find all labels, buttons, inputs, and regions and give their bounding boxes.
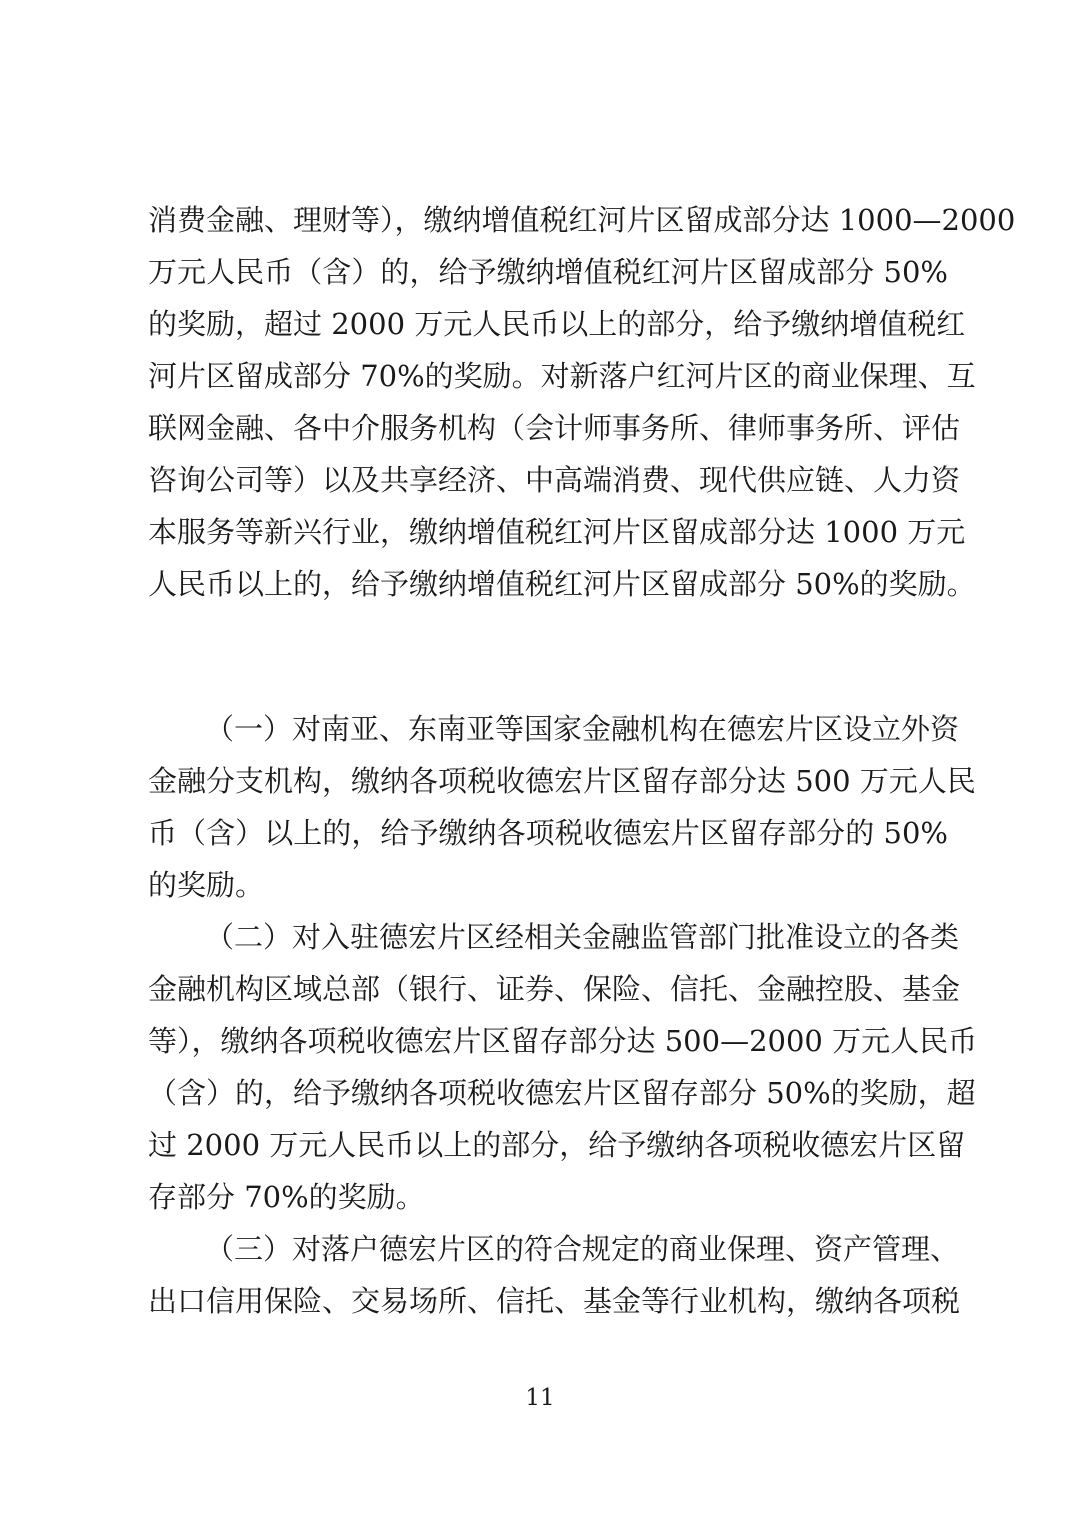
paragraph-line: 存部分 70%的奖励。 [148,1180,425,1214]
paragraph-line: 的奖励，超过 2000 万元人民币以上的部分，给予缴纳增值税红 [148,307,966,341]
paragraph-line: 等），缴纳各项税收德宏片区留存部分达 500—2000 万元人民币 [148,1024,978,1058]
paragraph-line: （含）的，给予缴纳各项税收德宏片区留存部分 50%的奖励，超 [148,1076,976,1110]
paragraph-line: 咨询公司等）以及共享经济、中高端消费、现代供应链、人力资 [148,463,961,497]
paragraph-line: 联网金融、各中介服务机构（会计师事务所、律师事务所、评估 [148,411,961,445]
paragraph-line: （二）对入驻德宏片区经相关金融监管部门批准设立的各类 [205,920,960,954]
paragraph-line: 出口信用保险、交易场所、信托、基金等行业机构，缴纳各项税 [148,1284,961,1318]
paragraph-line: （一）对南亚、东南亚等国家金融机构在德宏片区设立外资 [205,712,960,746]
paragraph-line: 币（含）以上的，给予缴纳各项税收德宏片区留存部分的 50% [148,816,948,850]
paragraph-line: （三）对落户德宏片区的符合规定的商业保理、资产管理、 [205,1232,960,1266]
paragraph-line: 金融分支机构，缴纳各项税收德宏片区留存部分达 500 万元人民 [148,764,976,798]
paragraph-line: 金融机构区域总部（银行、证券、保险、信托、金融控股、基金 [148,972,961,1006]
paragraph-line: 人民币以上的，给予缴纳增值税红河片区留成部分 50%的奖励。 [148,567,976,601]
paragraph-line: 万元人民币（含）的，给予缴纳增值税红河片区留成部分 50% [148,255,948,289]
paragraph-line: 过 2000 万元人民币以上的部分，给予缴纳各项税收德宏片区留 [148,1128,966,1162]
paragraph-line: 河片区留成部分 70%的奖励。对新落户红河片区的商业保理、互 [148,359,976,393]
paragraph-line: 的奖励。 [148,868,265,902]
paragraph-line: 消费金融、理财等），缴纳增值税红河片区留成部分达 1000—2000 [148,203,1016,237]
paragraph-line: 本服务等新兴行业，缴纳增值税红河片区留成部分达 1000 万元 [148,515,966,549]
page-number: 11 [525,1385,555,1411]
